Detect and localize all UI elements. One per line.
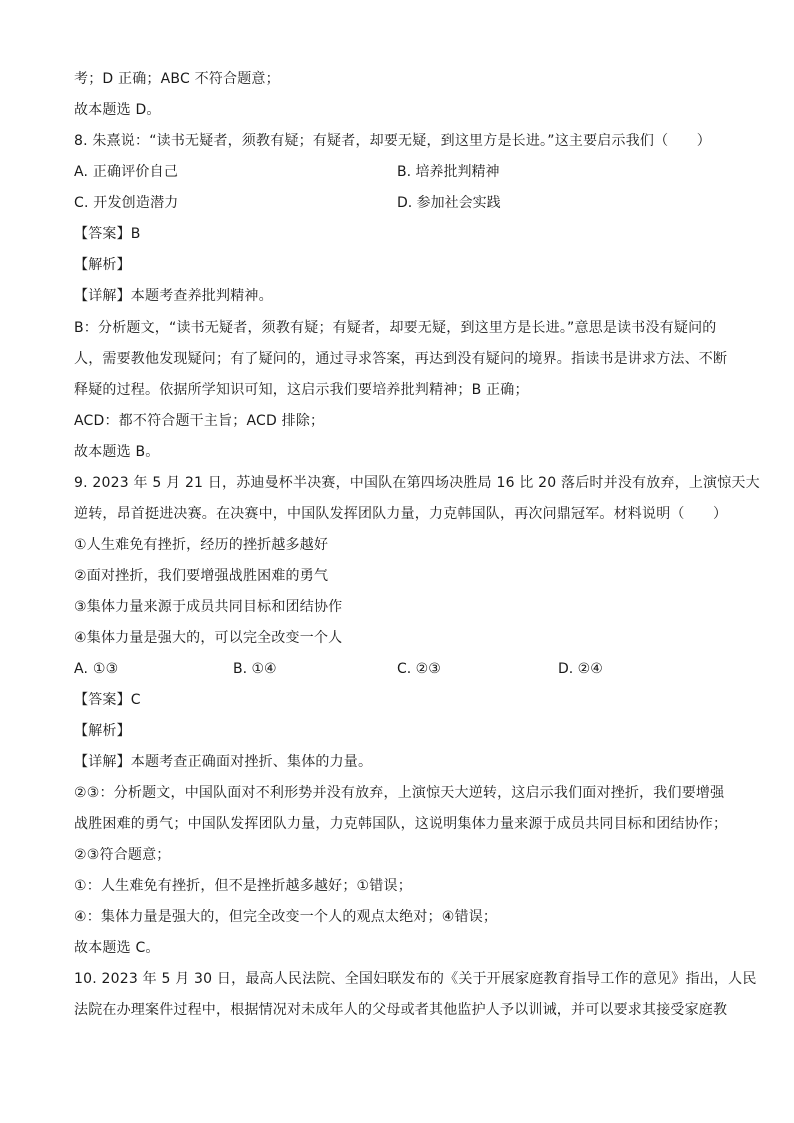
- explanation-line: ①：人生难免有挫折，但不是挫折越多越好；①错误；: [74, 878, 412, 894]
- question-8-stem: 8. 朱熹说：“读书无疑者，须教有疑；有疑者，却要无疑，到这里方是长进。”这主要启示我们（ ）: [74, 133, 711, 149]
- explanation-line: 释疑的过程。依据所学知识可知，这启示我们要培养批判精神；B 正确；: [74, 382, 529, 398]
- question-10-stem: 法院在办理案件过程中，根据情况对未成年人的父母或者其他监护人予以训诫，并可以要求其接受家庭教: [74, 1002, 728, 1018]
- explanation-line: 战胜困难的勇气；中国队发挥团队力量，力克韩国队，这说明集体力量来源于成员共同目标和团结协作；: [74, 816, 728, 832]
- detail-9: 【详解】本题考查正确面对挫折、集体的力量。: [74, 754, 373, 770]
- explanation-line: ④：集体力量是强大的，但完全改变一个人的观点太绝对；④错误；: [74, 909, 498, 925]
- option-8a: A. 正确评价自己: [74, 164, 179, 180]
- explanation-line: 故本题选 B。: [74, 444, 160, 460]
- explanation-line: ②③符合题意；: [74, 847, 171, 863]
- explanation-line: ACD：都不符合题干主旨；ACD 排除；: [74, 413, 325, 429]
- explanation-line: 故本题选 C。: [74, 940, 160, 956]
- explanation-line: B：分析题文，“读书无疑者，须教有疑；有疑者，却要无疑，到这里方是长进。”意思是读书没有疑问的: [74, 320, 717, 336]
- analysis-9-heading: 【解析】: [74, 723, 131, 739]
- statement-1: ①人生难免有挫折，经历的挫折越多越好: [74, 537, 329, 553]
- explanation-line: ②③：分析题文，中国队面对不利形势并没有放弃，上演惊天大逆转，这启示我们面对挫折，我们要增强: [74, 785, 725, 801]
- statement-2: ②面对挫折，我们要增强战胜困难的勇气: [74, 568, 329, 584]
- text-line: 故本题选 D。: [74, 102, 161, 118]
- answer-9: 【答案】C: [74, 692, 141, 708]
- option-9d: D. ②④: [558, 661, 603, 677]
- statement-3: ③集体力量来源于成员共同目标和团结协作: [74, 599, 343, 615]
- statement-4: ④集体力量是强大的，可以完全改变一个人: [74, 630, 343, 646]
- explanation-line: 人，需要教他发现疑问；有了疑问的，通过寻求答案，再达到没有疑问的境界。指读书是讲求方法、不断: [74, 351, 728, 367]
- question-9-stem: 逆转，昂首挺进决赛。在决赛中，中国队发挥团队力量，力克韩国队，再次问鼎冠军。材料说明（ ）: [74, 506, 728, 522]
- question-9-stem: 9. 2023 年 5 月 21 日，苏迪曼杯半决赛，中国队在第四场决胜局 16 比 20 落后时并没有放弃，上演惊天大: [74, 475, 760, 491]
- question-10-stem: 10. 2023 年 5 月 30 日，最高人民法院、全国妇联发布的《关于开展家庭教育指导工作的意见》指出，人民: [74, 971, 757, 987]
- option-9c: C. ②③: [397, 661, 441, 677]
- analysis-8-heading: 【解析】: [74, 257, 131, 273]
- option-9b: B. ①④: [233, 661, 277, 677]
- option-8b: B. 培养批判精神: [397, 164, 500, 180]
- text-line: 考；D 正确；ABC 不符合题意；: [74, 71, 280, 87]
- option-8c: C. 开发创造潜力: [74, 195, 179, 211]
- option-9a: A. ①③: [74, 661, 119, 677]
- option-8d: D. 参加社会实践: [397, 195, 501, 211]
- answer-8: 【答案】B: [74, 226, 141, 242]
- detail-8: 【详解】本题考查养批判精神。: [74, 288, 273, 304]
